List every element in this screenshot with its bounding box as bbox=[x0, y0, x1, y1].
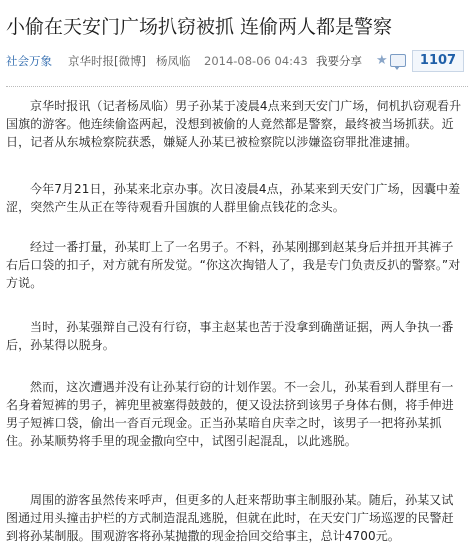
article-paragraph: 京华时报讯（记者杨凤临）男子孙某于凌晨4点来到天安门广场，伺机扒窃观看升国旗的游客。他连续偷盗两起，没想到被偷的人竟然都是警察，最终被当场抓获。近日，记者从东城检察院获悉，嫌疑人孙某已被检察院以涉嫌盗窃罪批准逮捕。 bbox=[6, 99, 462, 149]
comment-count[interactable]: 1107 bbox=[412, 50, 464, 72]
article-paragraph: 然而，这次遭遇并没有让孙某行窃的计划作罢。不一会儿，孙某看到人群里有一名身着短裤的男子，裤兜里被塞得鼓鼓的，便又设法挤到该男子身体右侧，将手伸进男子短裤口袋，偷出一沓百元现金。正当孙某暗自庆幸之时，该男子一把将孙某抓住。孙某顺势将手里的现金撒向空中，试图引起混乱，以此逃脱。 bbox=[6, 380, 454, 448]
comment-icon[interactable] bbox=[390, 54, 406, 67]
article-paragraph: 周围的游客虽然传来呼声，但更多的人赶来帮助事主制服孙某。随后，孙某又试图通过用头撞击护栏的方式制造混乱逃脱，但就在此时，在天安门广场巡逻的民警赶到将孙某制服。围观游客将孙某抛撒的现金拾回交给事主，总计4700元。 bbox=[6, 493, 454, 543]
star-icon[interactable]: ★ bbox=[376, 53, 388, 68]
publish-datetime: 2014-08-06 04:43 bbox=[204, 54, 308, 68]
article-title: 小偷在天安门广场扒窃被抓 连偷两人都是警察 bbox=[6, 16, 393, 38]
source-link[interactable]: 京华时报[微博] bbox=[68, 54, 146, 68]
article-paragraph: 当时，孙某强辩自己没有行窃，事主赵某也苦于没拿到确凿证据，两人争执一番后，孙某得以脱身。 bbox=[6, 320, 454, 352]
article-meta bbox=[6, 53, 468, 83]
article-paragraph: 经过一番打量，孙某盯上了一名男子。不料，孙某刚挪到赵某身后并扭开其裤子右后口袋的扣子，对方就有所发觉。“你这次掏错人了，我是专门负责反扒的警察。”对方说。 bbox=[6, 240, 461, 290]
category-link[interactable]: 社会万象 bbox=[6, 54, 52, 68]
author-name: 杨凤临 bbox=[156, 54, 191, 68]
share-button[interactable]: 我要分享 bbox=[316, 54, 362, 68]
article-paragraph: 今年7月21日，孙某来北京办事。次日凌晨4点，孙某来到天安门广场，因囊中羞涩，突然产生从正在等待观看升国旗的人群里偷点钱花的念头。 bbox=[6, 182, 461, 214]
divider bbox=[6, 86, 468, 87]
